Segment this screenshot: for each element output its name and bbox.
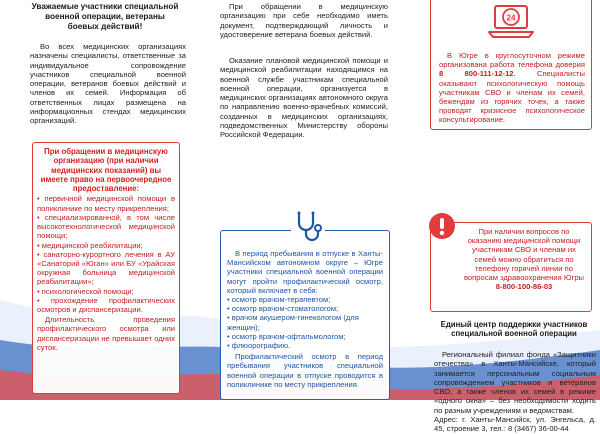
support-center-heading: Единый центр поддержки участников специальной военной операции [440, 320, 588, 339]
healthcare-hotline-phone[interactable]: 8-800-100-86-03 [495, 282, 553, 292]
trust-line-phone[interactable]: 8 800-111-12-12 [439, 69, 514, 79]
healthcare-hotline-label: При наличии вопросов по оказанию медицинской помощи участникам СВО и членам их семей можно обратиться по телефону горячей линии по вопросам здравоохранения Югры [463, 227, 585, 283]
preventive-checkup-box [220, 230, 390, 400]
list-item: • первичной медицинской помощи в поликлинике по месту прикрепления; [37, 194, 175, 212]
intro-paragraph: Во всех медицинских организациях назначены специалисты, ответственные за индивидуальное сопровождение участников специальной военной операции, ветеранов боевых действий и членов их семей. Информация об ответственных лицах размещена на информационных стендах медицинских организаций. [30, 42, 186, 126]
support-center-paragraph [434, 350, 596, 434]
priority-rights-heading: При обращении в медицинскую организацию (при наличии медицинских показаний) вы имеете право на первоочередное предоставление: [40, 147, 172, 194]
planned-care-paragraph: Оказание плановой медицинской помощи и медицинской реабилитации находящимся на военной службе участникам специальной военной операции, организуется в медицинских организациях автономного округа по направлению военно-врачебных комиссий, созданных в медицинских организациях, подведомственных Министерству обороны Российской Федерации. [220, 56, 388, 140]
list-item: • осмотр врачом-терапевтом; [227, 295, 383, 304]
badge-24: 24 [506, 13, 516, 23]
healthcare-hotline-text [461, 227, 587, 291]
list-item: • флюорографию. [227, 341, 383, 350]
stethoscope-icon [291, 209, 325, 243]
heading-greeting: Уважаемые участники специальной военной операции, ветераны боевых действий! [31, 2, 179, 31]
list-item: • осмотр врачом-офтальмологом; [227, 332, 383, 341]
list-item: • психологической помощи; [37, 287, 175, 296]
trust-line-text-a: В Югре в круглосуточном режиме организована работа телефона доверия [439, 51, 585, 70]
list-item: • врачом акушером-гинекологом (для женщин); [227, 313, 383, 331]
trust-line-text [439, 51, 585, 125]
support-center-text: Региональный филиал фонда «Защитники отечества» в Ханты-Мансийске, который занимается персональным социальным сопровождением участников и ветеранов СВО, а также членов их семей в режиме «одного окна» – без необходимости ходить по разным учреждениям и ведомствам. [434, 350, 596, 415]
column-left [0, 0, 186, 400]
list-item: • медицинской реабилитации; [37, 241, 175, 250]
trust-line-text-b: . Специалисты оказывают психологическую помощь участникам СВО и членам их семей, бежендам из горячих точек, а также проводят кризисное психологическое консультирование. [439, 69, 585, 125]
priority-rights-list [37, 194, 175, 314]
laptop-24-icon [481, 4, 541, 40]
support-center-address: Адрес: г. Ханты-Мансийск, ул. Энгельса, д. 45, строение 3, тел.: 8 (3467) 36-00-44 [434, 415, 596, 434]
hotline-trust-box [430, 0, 592, 130]
list-item: • осмотр врачом-стоматологом; [227, 304, 383, 313]
column-middle [206, 0, 396, 400]
list-item: • специализированной, в том числе высокотехнологической медицинской помощи; [37, 213, 175, 241]
list-item: • санаторно-курортного лечения в АУ «Санаторий «Юган» или БУ «Урайская окружная больница медицинской реабилитации»; [37, 250, 175, 287]
documents-paragraph: При обращении в медицинскую организацию при себе необходимо иметь документ, подтверждающий личность и удостоверение ветерана боевых действий. [220, 2, 388, 39]
priority-rights-box [32, 142, 180, 394]
alert-icon [428, 212, 456, 240]
checkup-note: Профилактический осмотр в период пребывания участников специальной военной операции в отпуске проводится в поликлинике по месту прикрепления. [227, 352, 383, 389]
column-right [418, 0, 600, 434]
checkup-duration-note: Длительность проведения профилактического осмотра или диспансеризации не превышает одних суток. [37, 315, 175, 352]
checkup-intro: В период пребывания в отпуске в Ханты-Мансийском автономном округе – Югре участники специальной военной операции могут пройти профилактический осмотр, который включает в себя: [227, 249, 383, 295]
checkup-list [227, 295, 383, 350]
list-item: • прохождение профилактических осмотров и диспансеризации. [37, 296, 175, 314]
